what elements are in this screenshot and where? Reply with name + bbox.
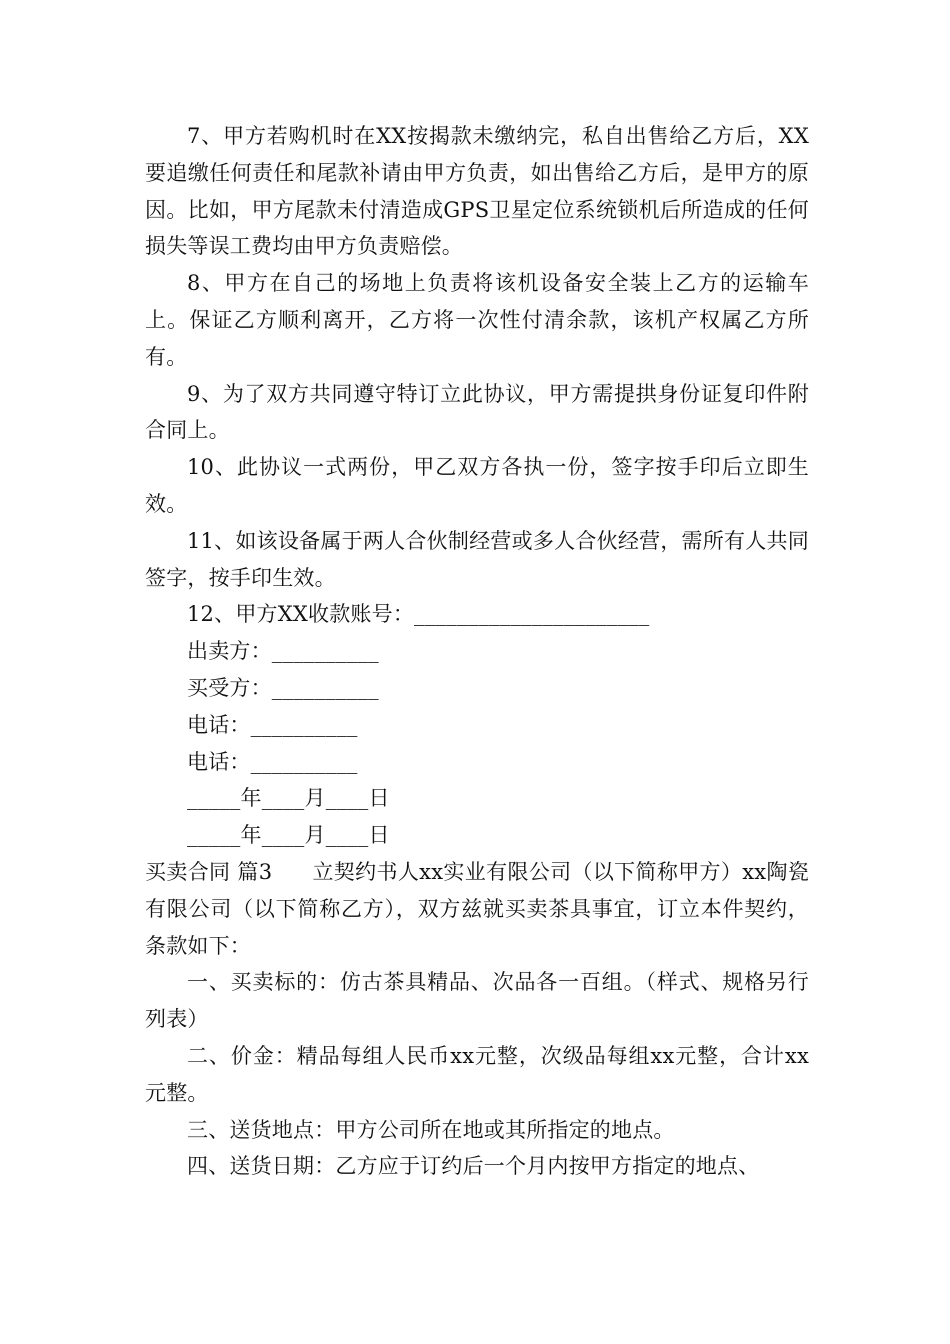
- account-number-line: 12、甲方XX收款账号：______________________: [187, 602, 650, 627]
- seller-date-line: _____年____月____日: [187, 786, 390, 811]
- clause-9: 9、为了双方共同遵守特订立此协议，甲方需提拱身份证复印件附合同上。: [145, 381, 809, 443]
- document-body: [145, 118, 809, 1185]
- clause-11: 11、如该设备属于两人合伙制经营或多人合伙经营，需所有人共同签字，按手印生效。: [145, 528, 809, 590]
- section-3-clause-1: 一、买卖标的：仿古茶具精品、次品各一百组。（样式、规格另行列表）: [145, 970, 809, 1032]
- section-3-title: 买卖合同 篇3: [145, 859, 273, 884]
- seller-signature-line: 出卖方：__________: [187, 639, 379, 664]
- clause-8: 8、甲方在自己的场地上负责将该机设备安全装上乙方的运输车上。保证乙方顺利离开，乙方将一次性付清余款，该机产权属乙方所有。: [145, 271, 809, 369]
- section-3-intro: 立契约书人xx实业有限公司（以下简称甲方）xx陶瓷有限公司（以下简称乙方），双方兹就买卖茶具事宜，订立本件契约，条款如下：: [145, 859, 810, 958]
- section-3-clause-3: 三、送货地点：甲方公司所在地或其所指定的地点。: [187, 1117, 675, 1142]
- section-3-clause-2: 二、价金：精品每组人民币xx元整，次级品每组xx元整，合计xx元整。: [145, 1043, 809, 1105]
- clause-7: 7、甲方若购机时在XX按揭款未缴纳完，私自出售给乙方后，XX要追缴任何责任和尾款补请由甲方负责，如出售给乙方后，是甲方的原因。比如，甲方尾款未付清造成GPS卫星定位系统锁机后所造成的任何损失等误工费均由甲方负责赔偿。: [145, 124, 809, 259]
- seller-phone-line: 电话：__________: [187, 712, 358, 737]
- buyer-date-line: _____年____月____日: [187, 823, 390, 848]
- section-3-clause-4: 四、送货日期：乙方应于订约后一个月内按甲方指定的地点、: [187, 1154, 760, 1179]
- buyer-signature-line: 买受方：__________: [187, 675, 379, 700]
- buyer-phone-line: 电话：__________: [187, 749, 358, 774]
- section-3-intro-paragraph: [145, 854, 809, 964]
- clause-10: 10、此协议一式两份，甲乙双方各执一份，签字按手印后立即生效。: [145, 455, 809, 516]
